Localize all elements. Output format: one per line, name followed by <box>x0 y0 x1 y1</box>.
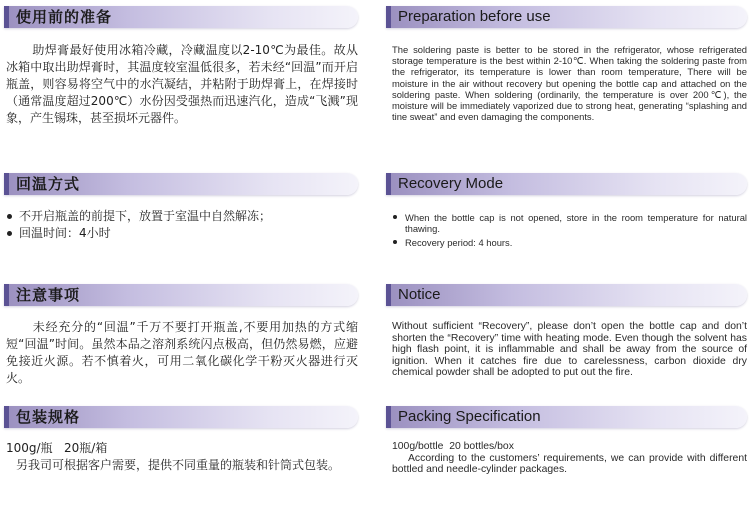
notice-zh-text: 未经充分的“回温”千万不要打开瓶盖,不要用加热的方式缩短“回温”时间。虽然本品之溶剂系统闪点极高，但仍然易燃，应避免接近火源。若不慎着火，可用二氧化碳化学干粉灭火器进行灭火。 <box>6 320 358 385</box>
bullet-icon <box>393 215 397 219</box>
section-header-packing-en <box>386 406 747 428</box>
section-header-preparation-en <box>386 6 747 28</box>
section-title: 回温方式 <box>16 175 81 193</box>
section-title: Notice <box>398 286 441 303</box>
list-item: 回温时间：4小时 <box>6 225 358 242</box>
section-header-notice-zh <box>4 284 358 306</box>
section-header-preparation-zh <box>4 6 358 28</box>
section-title: 注意事项 <box>16 286 81 304</box>
preparation-en-text: The soldering paste is better to be stored in the refrigerator, whose refrigerated storage temperature is the best within 2-10℃. When taking the soldering paste from the refrigerator, its temperature is lower than room temperature, There will be moisture in the air without recovery but opening the bottle cap and attached on the soldering paste. When soldering (ordinarily, the temperature is over 200℃), the moisture will be immediately vaporized due to strong heat, generating “splashing and tine sweat” and even damaging the components. <box>392 44 747 123</box>
section-header-recovery-zh <box>4 173 358 195</box>
bullet-icon <box>393 240 397 244</box>
packing-spec: 100g/瓶 20瓶/箱 <box>6 441 108 455</box>
preparation-zh-text: 助焊膏最好使用冰箱冷藏，冷藏温度以2-10℃为最佳。故从冰箱中取出助焊膏时，其温度较室温低很多，若未经“回温”而开启瓶盖，则容易将空气中的水汽凝结，并粘附于助焊膏上，在焊接时（通常温度超过200℃）水份因受强热而迅速汽化，造成“飞溅”现象，产生锡珠，甚至损坏元器件。 <box>6 43 358 125</box>
section-title: Recovery Mode <box>398 175 504 192</box>
packing-spec: 100g/bottle 20 bottles/box <box>392 441 514 452</box>
packing-zh-text: 100g/瓶 20瓶/箱 另我司可根据客户需要，提供不同重量的瓶装和针筒式包装。 <box>6 440 358 474</box>
bullet-icon <box>7 214 12 219</box>
section-title: Preparation before use <box>398 8 551 25</box>
bullet-icon <box>7 231 12 236</box>
recovery-zh-list <box>6 208 358 242</box>
packing-en-text: 100g/bottle 20 bottles/box According to the customers’ requirements, we can provide with different bottled and needle-cylinder packages. <box>392 441 747 476</box>
section-title: 使用前的准备 <box>16 8 113 26</box>
section-title: 包装规格 <box>16 408 81 426</box>
list-item: When the bottle cap is not opened, store in the room temperature for natural thawing. <box>392 212 747 234</box>
list-item: Recovery period: 4 hours. <box>392 237 747 248</box>
section-header-packing-zh <box>4 406 358 428</box>
notice-en-text: Without sufficient “Recovery”, please don’t open the bottle cap and don’t shorten the “Recovery” time with heating mode. Even though the solvent has high flash point, it is inflammable and shall be away from the source of ignition. When it catches fire due to carelessness, carbon dioxide dry chemical powder shall be adopted to put out the fire. <box>392 321 747 379</box>
section-header-recovery-en <box>386 173 747 195</box>
recovery-en-list <box>392 212 747 249</box>
section-title: Packing Specification <box>398 408 541 425</box>
list-item: 不开启瓶盖的前提下，放置于室温中自然解冻； <box>6 208 358 225</box>
section-header-notice-en <box>386 284 747 306</box>
